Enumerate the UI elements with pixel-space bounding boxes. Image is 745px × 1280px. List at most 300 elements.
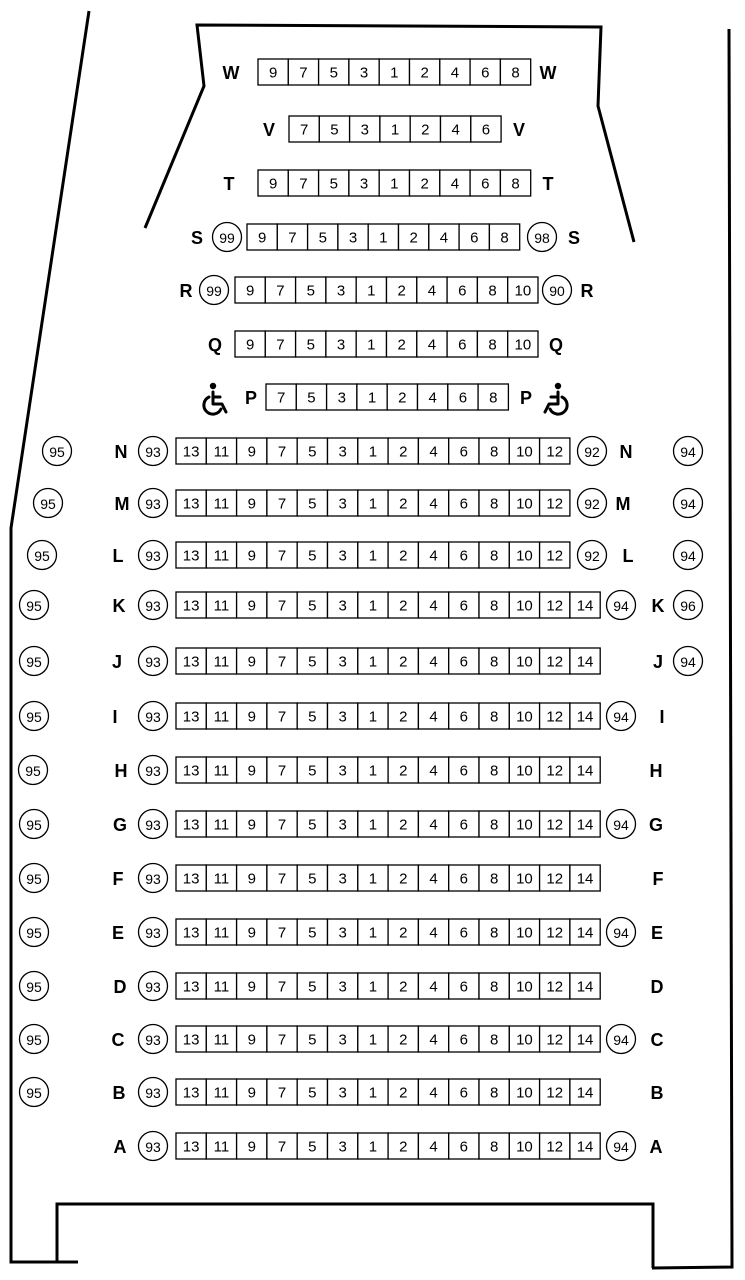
seat-t5-number: 5 <box>329 175 338 193</box>
box-seat-94-number: 94 <box>680 444 696 460</box>
seat-n7-number: 7 <box>277 443 287 461</box>
row-label-right: N <box>619 442 633 462</box>
seats <box>19 59 703 1161</box>
row-k <box>20 591 703 620</box>
seat-a6-number: 6 <box>459 1138 469 1156</box>
row-d <box>20 972 664 1001</box>
circle-seat-93-number: 93 <box>145 1085 161 1101</box>
seat-k4-number: 4 <box>429 597 438 615</box>
row-label-right: V <box>512 120 526 140</box>
circle-seat-93-number: 93 <box>145 548 161 564</box>
row-r <box>180 276 594 305</box>
seat-d2-number: 2 <box>399 978 408 996</box>
circle-seat-90-number: 90 <box>549 283 565 299</box>
seat-m13-number: 13 <box>182 495 200 513</box>
row-label-right: J <box>652 652 664 672</box>
seat-p6-number: 6 <box>458 389 468 407</box>
seat-q9-number: 9 <box>245 336 255 354</box>
seat-b13-number: 13 <box>182 1084 200 1102</box>
seat-h14-number: 14 <box>576 762 594 780</box>
seat-f2-number: 2 <box>399 870 408 888</box>
row-g <box>20 810 664 839</box>
seat-s2-number: 2 <box>409 229 418 247</box>
seat-v4-number: 4 <box>451 121 460 139</box>
seat-m8-number: 8 <box>489 495 499 513</box>
left-outer-wall <box>11 11 89 1262</box>
row-label-left: S <box>190 228 204 248</box>
seat-e6-number: 6 <box>459 924 469 942</box>
seat-n4-number: 4 <box>429 443 438 461</box>
seat-j9-number: 9 <box>247 653 256 671</box>
seat-l12-number: 12 <box>546 547 564 565</box>
seat-a12-number: 12 <box>546 1138 564 1156</box>
circle-seat-93-number: 93 <box>145 598 161 614</box>
seat-g13-number: 13 <box>182 816 200 834</box>
seat-v7-number: 7 <box>299 121 309 139</box>
seat-l2-number: 2 <box>399 547 408 565</box>
seat-n11-number: 11 <box>213 443 230 461</box>
row-label-right: K <box>651 596 665 616</box>
seat-w3-number: 3 <box>359 64 369 82</box>
row-label-right: A <box>649 1137 663 1157</box>
seat-e8-number: 8 <box>489 924 499 942</box>
seat-j2-number: 2 <box>399 653 408 671</box>
seat-e4-number: 4 <box>429 924 438 942</box>
seat-f13-number: 13 <box>182 870 200 888</box>
box-seat-94-number: 94 <box>680 654 696 670</box>
seat-i8-number: 8 <box>489 708 499 726</box>
box-seat-95-number: 95 <box>49 444 65 460</box>
box-seat-95-number: 95 <box>26 598 42 614</box>
seat-d10-number: 10 <box>516 978 533 996</box>
seat-i13-number: 13 <box>182 708 200 726</box>
seat-g9-number: 9 <box>247 816 256 834</box>
seat-c9-number: 9 <box>247 1031 256 1049</box>
seat-c10-number: 10 <box>516 1031 533 1049</box>
seat-d9-number: 9 <box>247 978 256 996</box>
seat-h10-number: 10 <box>516 762 533 780</box>
seat-s3-number: 3 <box>348 229 358 247</box>
seat-n12-number: 12 <box>546 443 564 461</box>
seat-h4-number: 4 <box>429 762 438 780</box>
seat-b1-number: 1 <box>368 1084 378 1102</box>
seat-s4-number: 4 <box>439 229 449 247</box>
seat-g8-number: 8 <box>489 816 499 834</box>
seat-m5-number: 5 <box>308 495 317 513</box>
seat-k13-number: 13 <box>182 597 200 615</box>
seat-l8-number: 8 <box>489 547 499 565</box>
seat-j11-number: 11 <box>213 653 230 671</box>
row-label-right: H <box>649 761 663 781</box>
seat-p3-number: 3 <box>337 389 346 407</box>
row-label-left: N <box>114 442 128 462</box>
seat-q4-number: 4 <box>427 336 437 354</box>
seat-d14-number: 14 <box>576 978 594 996</box>
row-label-right: E <box>650 923 664 943</box>
seat-k11-number: 11 <box>213 597 230 615</box>
row-label-right: T <box>542 174 554 194</box>
seat-j12-number: 12 <box>546 653 564 671</box>
seat-t3-number: 3 <box>359 175 369 193</box>
seat-a4-number: 4 <box>429 1138 438 1156</box>
seat-j7-number: 7 <box>277 653 287 671</box>
seat-f8-number: 8 <box>489 870 499 888</box>
circle-seat-93-number: 93 <box>145 817 161 833</box>
seat-j14-number: 14 <box>576 653 594 671</box>
box-seat-95-number: 95 <box>26 871 42 887</box>
seat-i14-number: 14 <box>576 708 594 726</box>
seat-p7-number: 7 <box>276 389 286 407</box>
seat-d5-number: 5 <box>308 978 317 996</box>
seat-q10-number: 10 <box>514 336 532 354</box>
row-l <box>28 541 703 570</box>
seat-l13-number: 13 <box>182 547 200 565</box>
box-seat-95-number: 95 <box>34 548 50 564</box>
seat-b10-number: 10 <box>516 1084 533 1102</box>
seat-m12-number: 12 <box>546 495 564 513</box>
seat-q1-number: 1 <box>367 336 376 354</box>
row-label-left: V <box>262 120 276 140</box>
seat-n10-number: 10 <box>516 443 533 461</box>
seat-e3-number: 3 <box>338 924 347 942</box>
seat-n2-number: 2 <box>399 443 408 461</box>
seat-v6-number: 6 <box>481 121 491 139</box>
seat-g3-number: 3 <box>338 816 347 834</box>
seat-a5-number: 5 <box>308 1138 317 1156</box>
seat-l3-number: 3 <box>338 547 347 565</box>
seat-q6-number: 6 <box>458 336 467 354</box>
seat-i3-number: 3 <box>338 708 347 726</box>
seat-e11-number: 11 <box>213 924 230 942</box>
seat-w7-number: 7 <box>299 64 308 82</box>
circle-seat-93-number: 93 <box>145 654 161 670</box>
seat-p4-number: 4 <box>428 389 437 407</box>
circle-seat-99-number: 99 <box>206 283 222 299</box>
seat-v1-number: 1 <box>390 121 400 139</box>
seat-k8-number: 8 <box>489 597 499 615</box>
seat-r4-number: 4 <box>427 282 437 300</box>
seat-a3-number: 3 <box>338 1138 347 1156</box>
seat-h13-number: 13 <box>182 762 200 780</box>
seat-a8-number: 8 <box>489 1138 499 1156</box>
seat-s6-number: 6 <box>470 229 479 247</box>
row-label-left: G <box>112 815 128 835</box>
seat-m10-number: 10 <box>516 495 533 513</box>
seat-m4-number: 4 <box>429 495 438 513</box>
seat-w5-number: 5 <box>329 64 338 82</box>
row-a <box>114 1132 663 1161</box>
seat-i5-number: 5 <box>308 708 317 726</box>
row-m <box>34 489 703 518</box>
circle-seat-93-number: 93 <box>145 979 161 995</box>
seat-j1-number: 1 <box>368 653 378 671</box>
box-seat-95-number: 95 <box>25 763 41 779</box>
row-q <box>208 331 563 357</box>
seat-g6-number: 6 <box>459 816 469 834</box>
row-label-right: G <box>648 815 664 835</box>
seat-q7-number: 7 <box>276 336 285 354</box>
seat-h6-number: 6 <box>459 762 469 780</box>
seat-g1-number: 1 <box>368 816 378 834</box>
row-label-left: B <box>112 1083 126 1103</box>
seat-s9-number: 9 <box>257 229 267 247</box>
seat-c5-number: 5 <box>308 1031 317 1049</box>
seat-j4-number: 4 <box>429 653 438 671</box>
seat-f7-number: 7 <box>277 870 287 888</box>
row-i <box>20 702 665 731</box>
seat-l7-number: 7 <box>277 547 287 565</box>
seat-d8-number: 8 <box>489 978 499 996</box>
seat-s1-number: 1 <box>379 229 388 247</box>
seat-a7-number: 7 <box>277 1138 287 1156</box>
seat-b2-number: 2 <box>399 1084 408 1102</box>
row-label-left: F <box>112 869 124 889</box>
seat-e13-number: 13 <box>182 924 200 942</box>
seat-n13-number: 13 <box>182 443 200 461</box>
seat-l6-number: 6 <box>459 547 469 565</box>
seat-b12-number: 12 <box>546 1084 564 1102</box>
row-v <box>263 116 525 142</box>
seat-b4-number: 4 <box>429 1084 438 1102</box>
seat-d4-number: 4 <box>429 978 438 996</box>
seat-w4-number: 4 <box>450 64 460 82</box>
seat-c13-number: 13 <box>182 1031 200 1049</box>
seat-h3-number: 3 <box>338 762 347 780</box>
row-label-right: C <box>650 1030 664 1050</box>
box-seat-94-number: 94 <box>680 548 696 564</box>
seat-a14-number: 14 <box>576 1138 594 1156</box>
circle-seat-93-number: 93 <box>145 496 161 512</box>
circle-seat-93-number: 93 <box>145 444 161 460</box>
seat-i6-number: 6 <box>459 708 469 726</box>
seat-t6-number: 6 <box>481 175 490 193</box>
circle-seat-94-number: 94 <box>613 817 629 833</box>
stage-outline <box>57 1204 653 1268</box>
row-f <box>20 864 664 893</box>
circle-seat-93-number: 93 <box>145 763 161 779</box>
seat-b14-number: 14 <box>576 1084 594 1102</box>
seat-n9-number: 9 <box>247 443 256 461</box>
seat-q8-number: 8 <box>488 336 497 354</box>
circle-seat-92-number: 92 <box>584 444 600 460</box>
seat-e5-number: 5 <box>308 924 317 942</box>
seat-m6-number: 6 <box>459 495 469 513</box>
seat-b7-number: 7 <box>277 1084 287 1102</box>
seat-f12-number: 12 <box>546 870 564 888</box>
row-label-right: R <box>580 281 594 301</box>
circle-seat-94-number: 94 <box>613 925 629 941</box>
seat-m7-number: 7 <box>277 495 287 513</box>
seat-a10-number: 10 <box>516 1138 533 1156</box>
seat-n8-number: 8 <box>489 443 499 461</box>
seat-t2-number: 2 <box>420 175 429 193</box>
seat-j10-number: 10 <box>516 653 533 671</box>
seat-k7-number: 7 <box>277 597 287 615</box>
seat-r2-number: 2 <box>397 282 406 300</box>
seat-i4-number: 4 <box>429 708 438 726</box>
seat-h9-number: 9 <box>247 762 256 780</box>
row-label-left: E <box>111 923 125 943</box>
row-label-left: W <box>222 63 240 83</box>
seat-c2-number: 2 <box>399 1031 408 1049</box>
seat-q5-number: 5 <box>306 336 315 354</box>
seat-e14-number: 14 <box>576 924 594 942</box>
seat-p8-number: 8 <box>489 389 498 407</box>
row-label-right: I <box>659 707 665 727</box>
seat-s5-number: 5 <box>318 229 327 247</box>
seat-m2-number: 2 <box>399 495 408 513</box>
row-h <box>19 756 663 785</box>
seat-e12-number: 12 <box>546 924 564 942</box>
row-label-left: C <box>111 1030 125 1050</box>
box-seat-95-number: 95 <box>26 709 42 725</box>
seat-h11-number: 11 <box>213 762 230 780</box>
box-seat-95-number: 95 <box>26 1085 42 1101</box>
seat-a1-number: 1 <box>368 1138 378 1156</box>
seat-m9-number: 9 <box>247 495 256 513</box>
seat-g2-number: 2 <box>399 816 408 834</box>
seat-d3-number: 3 <box>338 978 347 996</box>
seat-c7-number: 7 <box>277 1031 287 1049</box>
seat-f11-number: 11 <box>213 870 230 888</box>
row-w <box>223 59 557 85</box>
seat-k9-number: 9 <box>247 597 256 615</box>
seat-k3-number: 3 <box>338 597 347 615</box>
seat-j8-number: 8 <box>489 653 499 671</box>
seat-g11-number: 11 <box>213 816 230 834</box>
seat-t9-number: 9 <box>268 175 278 193</box>
circle-seat-93-number: 93 <box>145 925 161 941</box>
row-b <box>20 1078 664 1107</box>
seat-e10-number: 10 <box>516 924 533 942</box>
seat-d1-number: 1 <box>368 978 378 996</box>
seat-l4-number: 4 <box>429 547 438 565</box>
row-label-right: L <box>622 546 634 566</box>
circle-seat-99-number: 99 <box>219 230 235 246</box>
seat-b3-number: 3 <box>338 1084 347 1102</box>
wheelchair-icon-head <box>555 383 561 389</box>
seat-l11-number: 11 <box>213 547 230 565</box>
seat-c8-number: 8 <box>489 1031 499 1049</box>
seat-t1-number: 1 <box>390 175 399 193</box>
seat-b5-number: 5 <box>308 1084 317 1102</box>
seat-i11-number: 11 <box>213 708 230 726</box>
seat-a13-number: 13 <box>182 1138 200 1156</box>
seat-l10-number: 10 <box>516 547 533 565</box>
seat-c6-number: 6 <box>459 1031 469 1049</box>
circle-seat-92-number: 92 <box>584 496 600 512</box>
circle-seat-98-number: 98 <box>534 230 550 246</box>
seat-g5-number: 5 <box>308 816 317 834</box>
seat-h7-number: 7 <box>277 762 287 780</box>
row-label-right: F <box>652 869 664 889</box>
seat-f14-number: 14 <box>576 870 594 888</box>
seat-m11-number: 11 <box>213 495 230 513</box>
row-label-right: P <box>519 388 533 408</box>
seat-f10-number: 10 <box>516 870 533 888</box>
row-label-right: B <box>650 1083 664 1103</box>
seat-i7-number: 7 <box>277 708 287 726</box>
seat-d12-number: 12 <box>546 978 564 996</box>
seat-k2-number: 2 <box>399 597 408 615</box>
row-label-left: H <box>114 761 128 781</box>
seat-w6-number: 6 <box>481 64 490 82</box>
wheelchair-icon <box>204 383 226 414</box>
seat-c4-number: 4 <box>429 1031 438 1049</box>
seat-j3-number: 3 <box>338 653 347 671</box>
box-seat-95-number: 95 <box>26 979 42 995</box>
row-n <box>43 437 703 466</box>
seat-j6-number: 6 <box>459 653 469 671</box>
seat-g12-number: 12 <box>546 816 564 834</box>
seat-b9-number: 9 <box>247 1084 256 1102</box>
seat-g10-number: 10 <box>516 816 533 834</box>
circle-seat-94-number: 94 <box>613 598 629 614</box>
seat-n6-number: 6 <box>459 443 469 461</box>
seat-i12-number: 12 <box>546 708 564 726</box>
seat-r10-number: 10 <box>514 282 532 300</box>
seat-f4-number: 4 <box>429 870 438 888</box>
row-t <box>224 170 554 196</box>
circle-seat-93-number: 93 <box>145 709 161 725</box>
seat-t4-number: 4 <box>450 175 460 193</box>
seat-d7-number: 7 <box>277 978 287 996</box>
seat-p1-number: 1 <box>367 389 377 407</box>
circle-seat-94-number: 94 <box>613 1139 629 1155</box>
box-seat-95-number: 95 <box>26 654 42 670</box>
seat-i2-number: 2 <box>399 708 408 726</box>
circle-seat-92-number: 92 <box>584 548 600 564</box>
seat-a9-number: 9 <box>247 1138 256 1156</box>
seat-l5-number: 5 <box>308 547 317 565</box>
seat-g4-number: 4 <box>429 816 438 834</box>
seat-g7-number: 7 <box>277 816 287 834</box>
seat-h5-number: 5 <box>308 762 317 780</box>
box-seat-95-number: 95 <box>26 1032 42 1048</box>
seat-l9-number: 9 <box>247 547 256 565</box>
seat-w9-number: 9 <box>268 64 278 82</box>
seat-q2-number: 2 <box>397 336 406 354</box>
seat-t8-number: 8 <box>511 175 520 193</box>
seat-j5-number: 5 <box>308 653 317 671</box>
row-label-left: J <box>111 652 123 672</box>
seat-r5-number: 5 <box>306 282 315 300</box>
seat-e9-number: 9 <box>247 924 256 942</box>
seat-w2-number: 2 <box>420 64 429 82</box>
row-label-left: L <box>112 546 124 566</box>
seat-d6-number: 6 <box>459 978 469 996</box>
seat-n1-number: 1 <box>368 443 378 461</box>
seat-n3-number: 3 <box>338 443 347 461</box>
seat-m1-number: 1 <box>368 495 378 513</box>
seat-r9-number: 9 <box>245 282 255 300</box>
row-label-left: R <box>179 281 193 301</box>
row-p <box>204 383 567 414</box>
seat-k12-number: 12 <box>546 597 564 615</box>
seat-f1-number: 1 <box>368 870 378 888</box>
seat-a2-number: 2 <box>399 1138 408 1156</box>
seat-p5-number: 5 <box>307 389 316 407</box>
seat-r3-number: 3 <box>336 282 346 300</box>
row-e <box>20 918 664 947</box>
seat-b6-number: 6 <box>459 1084 469 1102</box>
row-label-left: D <box>113 977 127 997</box>
seat-e2-number: 2 <box>399 924 408 942</box>
seat-q3-number: 3 <box>336 336 346 354</box>
row-label-left: A <box>113 1137 127 1157</box>
seat-r7-number: 7 <box>276 282 285 300</box>
row-label-right: D <box>650 977 664 997</box>
